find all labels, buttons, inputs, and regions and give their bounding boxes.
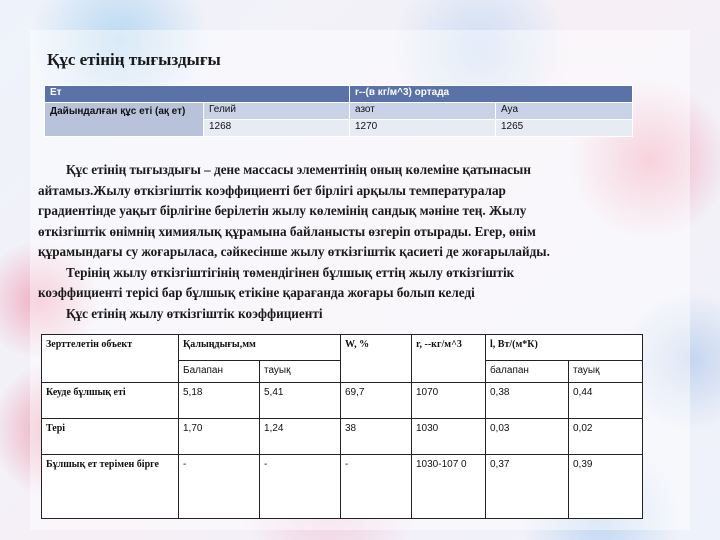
- table-row: [45, 103, 633, 120]
- cell: -: [260, 455, 341, 519]
- cell: 69,7: [341, 383, 412, 419]
- cell: 1,24: [260, 419, 341, 455]
- conductivity-table: [41, 334, 643, 519]
- paragraph-line: Терінің жылу өткізгіштігінің төмендігінен бұлшық еттің жылу өткізгіштік: [66, 264, 515, 280]
- cell: 1030-107 0: [412, 455, 486, 519]
- cell: 5,18: [179, 383, 260, 419]
- cell: 1070: [412, 383, 486, 419]
- header-w: W, %: [341, 335, 412, 383]
- row-label: Дайындалған құс еті (ақ ет): [45, 103, 204, 137]
- row-name: Кеуде бұлшық еті: [42, 383, 179, 419]
- cell: 0,39: [569, 455, 643, 519]
- subheader-cell: Балапан: [179, 361, 260, 383]
- row-name: Тері: [42, 419, 179, 455]
- body-paragraph: [38, 160, 680, 324]
- header-object: Зерттелетін объект: [42, 335, 179, 383]
- medium-cell: азот: [350, 103, 496, 120]
- table-header-row: [45, 86, 633, 103]
- cell: 5,41: [260, 383, 341, 419]
- paragraph-line: өткізгіштік өнімнің химиялық құрамына байланысты өзгеріп отырады. Егер, өнім: [38, 223, 536, 239]
- header-thickness: Қалыңдығы,мм: [179, 335, 341, 361]
- header-density: r--(в кг/м^3) ортада: [350, 86, 633, 103]
- page-title: Құс етінің тығыздығы: [47, 50, 221, 69]
- medium-cell: Ауа: [496, 103, 633, 120]
- cell: 0,03: [486, 419, 569, 455]
- value-cell: 1268: [204, 120, 350, 137]
- subheader-cell: тауық: [569, 361, 643, 383]
- cell: 1,70: [179, 419, 260, 455]
- table-row: [42, 419, 643, 455]
- medium-cell: Гелий: [204, 103, 350, 120]
- paragraph-line: Құс етінің тығыздығы – дене массасы элементінің оның көлеміне қатынасын: [66, 162, 531, 177]
- paragraph-line: градиентінде уақыт бірлігіне берілетін жылу көлемінің сандық мәніне тең. Жылу: [38, 203, 527, 218]
- cell: 1030: [412, 419, 486, 455]
- cell: -: [341, 455, 412, 519]
- row-name: Бұлшық ет терімен бірге: [42, 455, 179, 519]
- paragraph-line: Құс етінің жылу өткізгіштік коэффициенті: [66, 305, 323, 321]
- subheader-cell: балапан: [486, 361, 569, 383]
- table-row: [42, 455, 643, 519]
- paragraph-line: айтамыз.Жылу өткізгіштік коэффициенті бет бірлігі арқылы температуралар: [38, 182, 506, 198]
- cell: 38: [341, 419, 412, 455]
- cell: 0,37: [486, 455, 569, 519]
- value-cell: 1265: [496, 120, 633, 137]
- table-row: [42, 383, 643, 419]
- table-header-row: [42, 335, 643, 361]
- header-l: l, Вт/(м*К): [486, 335, 643, 361]
- value-cell: 1270: [350, 120, 496, 137]
- cell: 0,44: [569, 383, 643, 419]
- paragraph-line: коэффициенті терісі бар бұлшық етікіне қарағанда жоғары болып келеді: [38, 285, 475, 300]
- paragraph-line: құрамындағы су жоғарыласа, сәйкесінше жылу өткізгіштік қасиеті де жоғарылайды.: [38, 244, 550, 259]
- header-meat: Ет: [45, 86, 350, 103]
- subheader-cell: тауық: [260, 361, 341, 383]
- density-table: [44, 85, 633, 137]
- cell: 0,38: [486, 383, 569, 419]
- cell: -: [179, 455, 260, 519]
- cell: 0,02: [569, 419, 643, 455]
- header-r: r, --кг/м^3: [412, 335, 486, 383]
